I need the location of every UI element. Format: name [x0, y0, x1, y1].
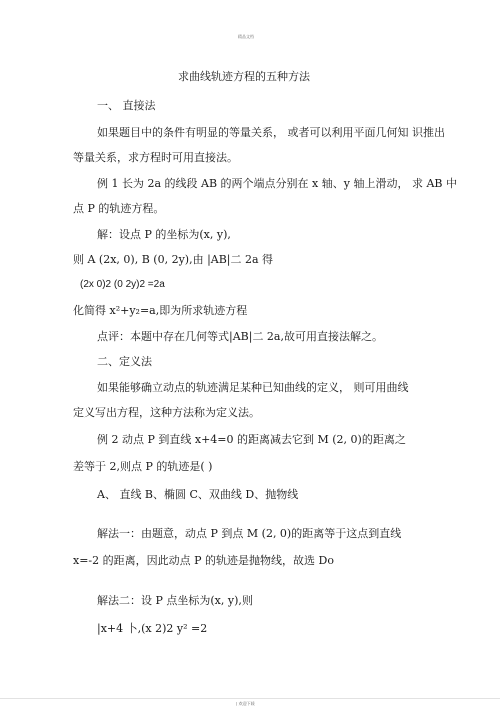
footer-divider: [0, 698, 500, 699]
example1-line1: 例 1 长为 2a 的线段 AB 的两个端点分别在 x 轴、y 轴上滑动， 求 AB 中: [97, 177, 457, 190]
section1-intro-line1: 如果题目中的条件有明显的等量关系， 或者可以利用平面几何知 识推出: [97, 126, 445, 139]
solution-a-line1: 解法一：由题意，动点 P 到点 M (2, 0)的距离等于这点到直线: [97, 527, 402, 540]
solution1-line2: 则 A (2x, 0), B (0, 2y),由 |AB|二 2a 得: [73, 253, 274, 266]
distance-equation: (2x 0)2 (0 2y)2 =2a: [80, 279, 165, 290]
example2-line1: 例 2 动点 P 到直线 x+4=0 的距离减去它到 M (2, 0)的距离之: [97, 433, 406, 446]
answer-options: A、 直线 B、椭圆 C、双曲线 D、抛物线: [97, 488, 299, 501]
header-mark: 精品文档: [238, 34, 254, 39]
footer-mark: | 欢迎下载: [236, 701, 255, 706]
solution-b-line2: |x+4 卜,(x 2)2 y² =2: [97, 622, 208, 635]
document-title: 求曲线轨迹方程的五种方法: [178, 70, 310, 83]
solution1-line1: 解：设点 P 的坐标为(x, y),: [97, 228, 231, 241]
simplify-line: 化简得 x²+y₂=a,即为所求轨迹方程: [73, 304, 248, 317]
solution-b-line1: 解法二：设 P 点坐标为(x, y),则: [97, 594, 253, 607]
solution-a-line2: x=-2 的距离，因此动点 P 的轨迹是抛物线，故选 Do: [73, 554, 334, 567]
section2-intro-line1: 如果能够确立动点的轨迹满足某种已知曲线的定义， 则可用曲线: [97, 381, 409, 394]
comment-line: 点评：本题中存在几何等式|AB|二 2a,故可用直接法解之。: [97, 330, 383, 343]
section2-intro-line2: 定义写出方程，这种方法称为定义法。: [73, 406, 260, 419]
example2-line2: 差等于 2,则点 P 的轨迹是( ): [73, 460, 213, 473]
section2-heading: 二、定义法: [97, 355, 152, 368]
section1-heading: 一、 直接法: [97, 99, 156, 112]
section1-intro-line2: 等量关系，求方程时可用直接法。: [73, 151, 238, 164]
example1-line2: 点 P 的轨迹方程。: [73, 202, 165, 215]
